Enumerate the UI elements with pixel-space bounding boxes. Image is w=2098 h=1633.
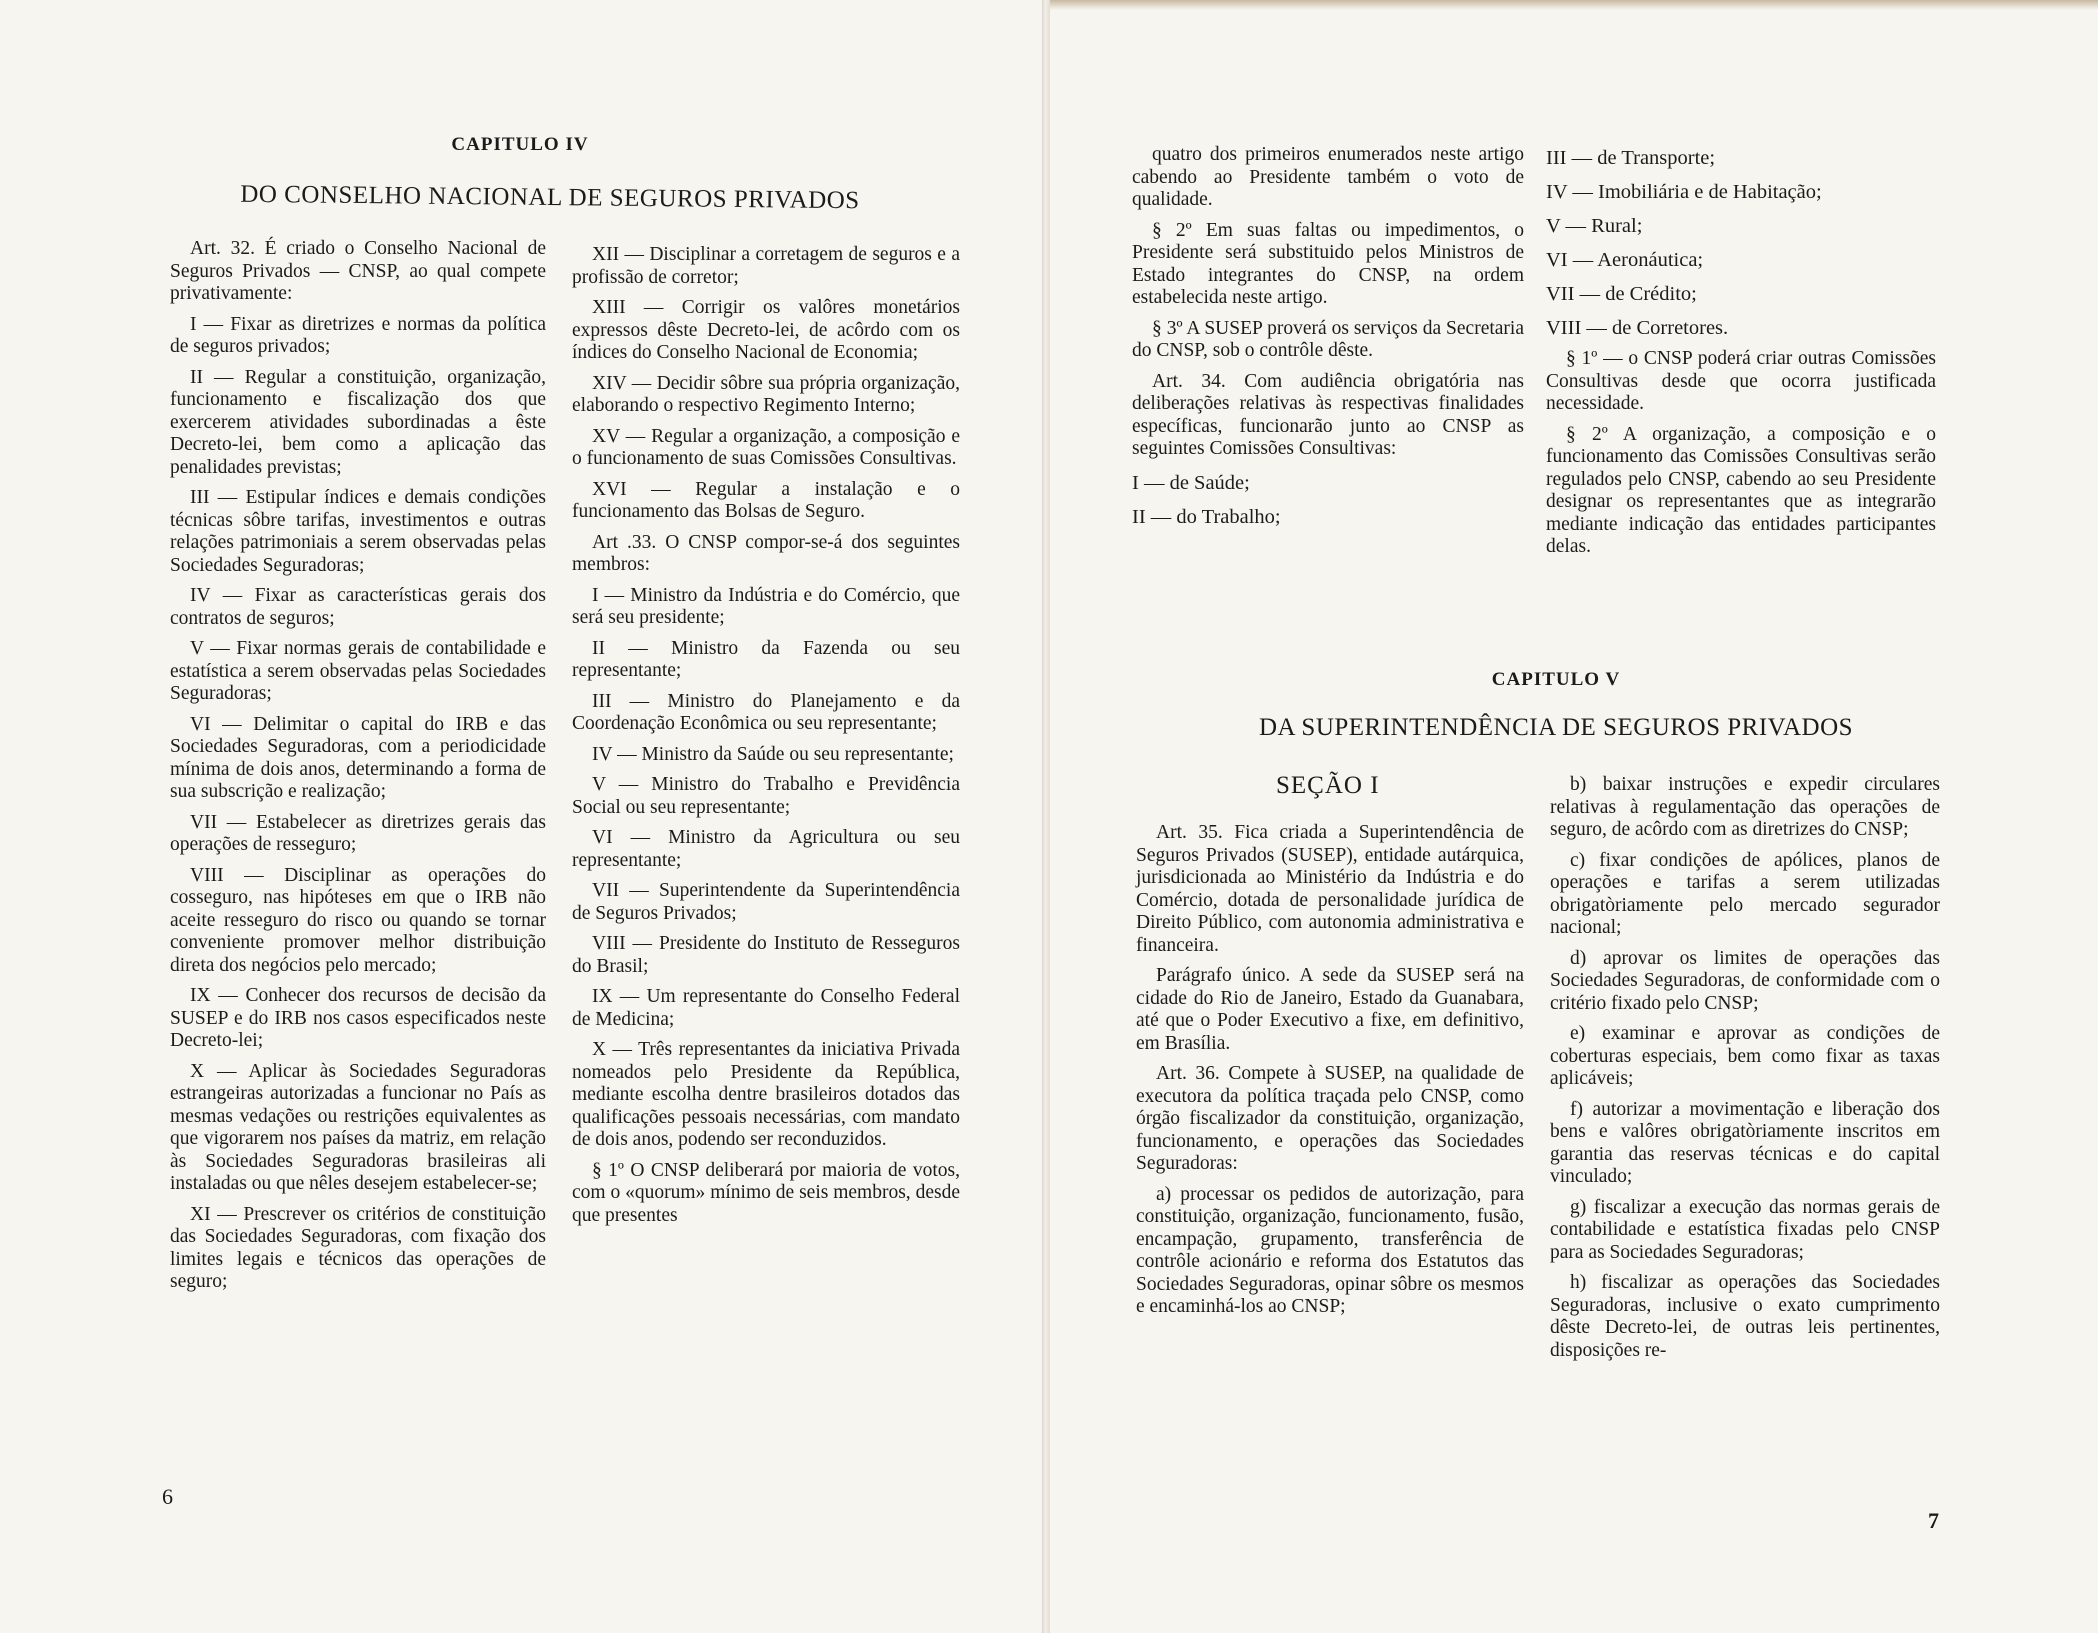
right-top-column-1 (1132, 144, 1524, 537)
page-top-edge (1050, 0, 2098, 10)
paragraph: I — Fixar as diretrizes e normas da política de seguros privados; (170, 313, 546, 357)
list-item: II — do Trabalho; (1132, 505, 1281, 528)
paragraph: XVI — Regular a instalação e o funcionamento das Bolsas de Seguro. (572, 478, 960, 522)
paragraph: V — Fixar normas gerais de contabilidade e estatística a serem observadas pelas Sociedades Seguradoras; (170, 638, 546, 704)
paragraph: VI — Delimitar o capital do IRB e das Sociedades Seguradoras, com a periodicidade mínima de dois anos, determinando a forma de sua subscrição e realização; (170, 713, 546, 802)
paragraph: III — Ministro do Planejamento e da Coordenação Econômica ou seu representante; (572, 690, 960, 734)
paragraph: h) fiscalizar as operações das Sociedades Seguradoras, inclusive o exato cumprimento dêste Decreto-lei, de outras leis pertinentes, disposições re- (1550, 1272, 1940, 1361)
chapter-number: CAPITULO V (1491, 669, 1621, 690)
paragraph: XV — Regular a organização, a composição e o funcionamento de suas Comissões Consultivas. (572, 425, 960, 469)
paragraph: e) examinar e aprovar as condições de coberturas especiais, bem como fixar as taxas aplicáveis; (1550, 1023, 1940, 1089)
paragraph: Art .33. O CNSP compor-se-á dos seguintes membros: (572, 531, 960, 575)
paragraph: Art. 34. Com audiência obrigatória nas deliberações relativas às respectivas finalidades específicas, funcionarão junto ao CNSP as seguintes Comissões Consultivas: (1132, 370, 1524, 459)
book-gutter (1042, 0, 1050, 1633)
paragraph: d) aprovar os limites de operações das Sociedades Seguradoras, de conformidade com o critério fixado pelo CNSP; (1550, 947, 1940, 1014)
paragraph: b) baixar instruções e expedir circulares relativas à regulamentação das operações de seguro, de acôrdo com as diretrizes do CNSP; (1550, 774, 1940, 840)
list-item: III — de Transporte; (1546, 147, 1716, 169)
paragraph: quatro dos primeiros enumerados neste artigo cabendo ao Presidente também o voto de qualidade. (1132, 144, 1524, 210)
paragraph: Art. 36. Compete à SUSEP, na qualidade de executora da política traçada pelo CNSP, como órgão fiscalizador da constituição, organização, funcionamento, e operações das Sociedades Seguradoras: (1136, 1063, 1524, 1174)
page-number: 6 (162, 1484, 173, 1509)
right-bottom-column-1 (1136, 822, 1524, 1327)
paragraph: X — Aplicar às Sociedades Seguradoras estrangeiras autorizadas a funcionar no País as mesmas vedações ou restrições equivalentes as que vigorarem nos países da matriz, em relação às Sociedades Seguradoras brasileiras ali instaladas ou que nêles desejem estabelecer-se; (170, 1060, 546, 1194)
paragraph: VII — Estabelecer as diretrizes gerais das operações de resseguro; (170, 811, 546, 855)
paragraph: Art. 32. É criado o Conselho Nacional de Seguros Privados — CNSP, ao qual compete privativamente: (170, 238, 546, 304)
paragraph: a) processar os pedidos de autorização, para constituição, organização, funcionamento, fusão, encampação, grupamento, transferência de contrôle acionário e reforma dos Estatutos das Sociedades Seguradoras, opinar sôbre os mesmos e encaminhá-los ao CNSP; (1136, 1183, 1524, 1317)
paragraph: VIII — Disciplinar as operações do cosseguro, nas hipóteses em que o IRB não aceite resseguro do risco ou quando se tornar conveniente promover melhor distribuição direta dos negócios pelo mercado; (170, 864, 546, 976)
paragraph: II — Ministro da Fazenda ou seu representante; (572, 637, 960, 681)
paragraph: Art. 35. Fica criada a Superintendência de Seguros Privados (SUSEP), entidade autárquica, jurisdicionada ao Ministério da Indústria e do Comércio, dotada de personalidade jurídica de Direito Público, com autonomia administrativa e financeira. (1136, 822, 1524, 956)
paragraph: IV — Ministro da Saúde ou seu representante; (592, 743, 954, 765)
list-item: I — de Saúde; (1132, 471, 1250, 494)
paragraph: VII — Superintendente da Superintendência de Seguros Privados; (572, 880, 960, 924)
paragraph: VIII — Presidente do Instituto de Resseguros do Brasil; (572, 933, 960, 977)
left-page (0, 0, 1046, 1633)
paragraph: V — Ministro do Trabalho e Previdência Social ou seu representante; (572, 774, 960, 818)
paragraph: c) fixar condições de apólices, planos de operações e tarifas a serem utilizadas obrigatòriamente pelo mercado segurador nacional; (1550, 849, 1940, 938)
paragraph: g) fiscalizar a execução das normas gerais de contabilidade e estatística fixadas pelo CNSP para as Sociedades Seguradoras; (1550, 1196, 1940, 1263)
paragraph: I — Ministro da Indústria e do Comércio, que será seu presidente; (572, 584, 960, 628)
right-bottom-column-2 (1550, 774, 1940, 1370)
paragraph: XI — Prescrever os critérios de constituição das Sociedades Seguradoras, com fixação dos limites legais e técnicos das operações de seguro; (170, 1203, 546, 1292)
paragraph: VI — Ministro da Agricultura ou seu representante; (572, 827, 960, 871)
left-column-2 (572, 244, 960, 1235)
chapter-number: CAPITULO IV (451, 134, 589, 155)
list-item: V — Rural; (1546, 215, 1643, 237)
paragraph: XIV — Decidir sôbre sua própria organização, elaborando o respectivo Regimento Interno; (572, 372, 960, 416)
paragraph: § 3º A SUSEP proverá os serviços da Secretaria do CNSP, sob o contrôle dêste. (1132, 317, 1524, 361)
paragraph: § 2º Em suas faltas ou impedimentos, o Presidente será substituido pelos Ministros de Estado integrantes do CNSP, na ordem estabelecida neste artigo. (1132, 219, 1524, 308)
right-top-column-2 (1546, 144, 1936, 567)
paragraph: II — Regular a constituição, organização, funcionamento e fiscalização dos que exercerem atividades subordinadas a êste Decreto-lei, bem como a aplicação das penalidades previstas; (170, 366, 546, 478)
paragraph: XII — Disciplinar a corretagem de seguros e a profissão de corretor; (572, 244, 960, 288)
page-number: 7 (1928, 1508, 1939, 1533)
paragraph: § 2º A organização, a composição e o funcionamento das Comissões Consultivas serão regulados pelo CNSP, cabendo ao seu Presidente designar os representantes que as integrarão mediante indicação das entidades participantes delas. (1546, 423, 1936, 557)
paragraph: IX — Um representante do Conselho Federal de Medicina; (572, 986, 960, 1030)
chapter-title: DO CONSELHO NACIONAL DE SEGUROS PRIVADOS (240, 180, 860, 215)
paragraph: § 1º — o CNSP poderá criar outras Comissões Consultivas desde que ocorra justificada necessidade. (1546, 348, 1936, 414)
left-column-1 (170, 238, 546, 1302)
paragraph: IV — Fixar as características gerais dos contratos de seguros; (170, 585, 546, 629)
paragraph: III — Estipular índices e demais condições técnicas sôbre tarifas, investimentos e outras relações patrimoniais a serem observadas pelas Sociedades Seguradoras; (170, 487, 546, 576)
chapter-title: DA SUPERINTENDÊNCIA DE SEGUROS PRIVADOS (1258, 714, 1854, 741)
section-title: SEÇÃO I (1276, 772, 1380, 799)
paragraph: f) autorizar a movimentação e liberação dos bens e valôres obrigatòriamente inscritos em garantia das reservas técnicas e do capital vinculado; (1550, 1098, 1940, 1187)
paragraph: XIII — Corrigir os valôres monetários expressos dêste Decreto-lei, de acôrdo com os índices do Conselho Nacional de Economia; (572, 297, 960, 363)
list-item: IV — Imobiliária e de Habitação; (1546, 181, 1822, 203)
paragraph: § 1º O CNSP deliberará por maioria de votos, com o «quorum» mínimo de seis membros, desde que presentes (572, 1159, 960, 1226)
paragraph: IX — Conhecer dos recursos de decisão da SUSEP e do IRB nos casos especificados neste Decreto-lei; (170, 985, 546, 1051)
list-item: VII — de Crédito; (1546, 283, 1697, 305)
paragraph: Parágrafo único. A sede da SUSEP será na cidade do Rio de Janeiro, Estado da Guanabara, até que o Poder Executivo a fixe, em definitivo, em Brasília. (1136, 965, 1524, 1054)
right-page (1046, 0, 2098, 1633)
paragraph: X — Três representantes da iniciativa Privada nomeados pelo Presidente da República, mediante escolha dentre brasileiros dotados das qualificações pessoais necessárias, com mandato de dois anos, podendo ser reconduzidos. (572, 1039, 960, 1150)
list-item: VIII — de Corretores. (1546, 317, 1729, 339)
list-item: VI — Aeronáutica; (1546, 249, 1704, 271)
